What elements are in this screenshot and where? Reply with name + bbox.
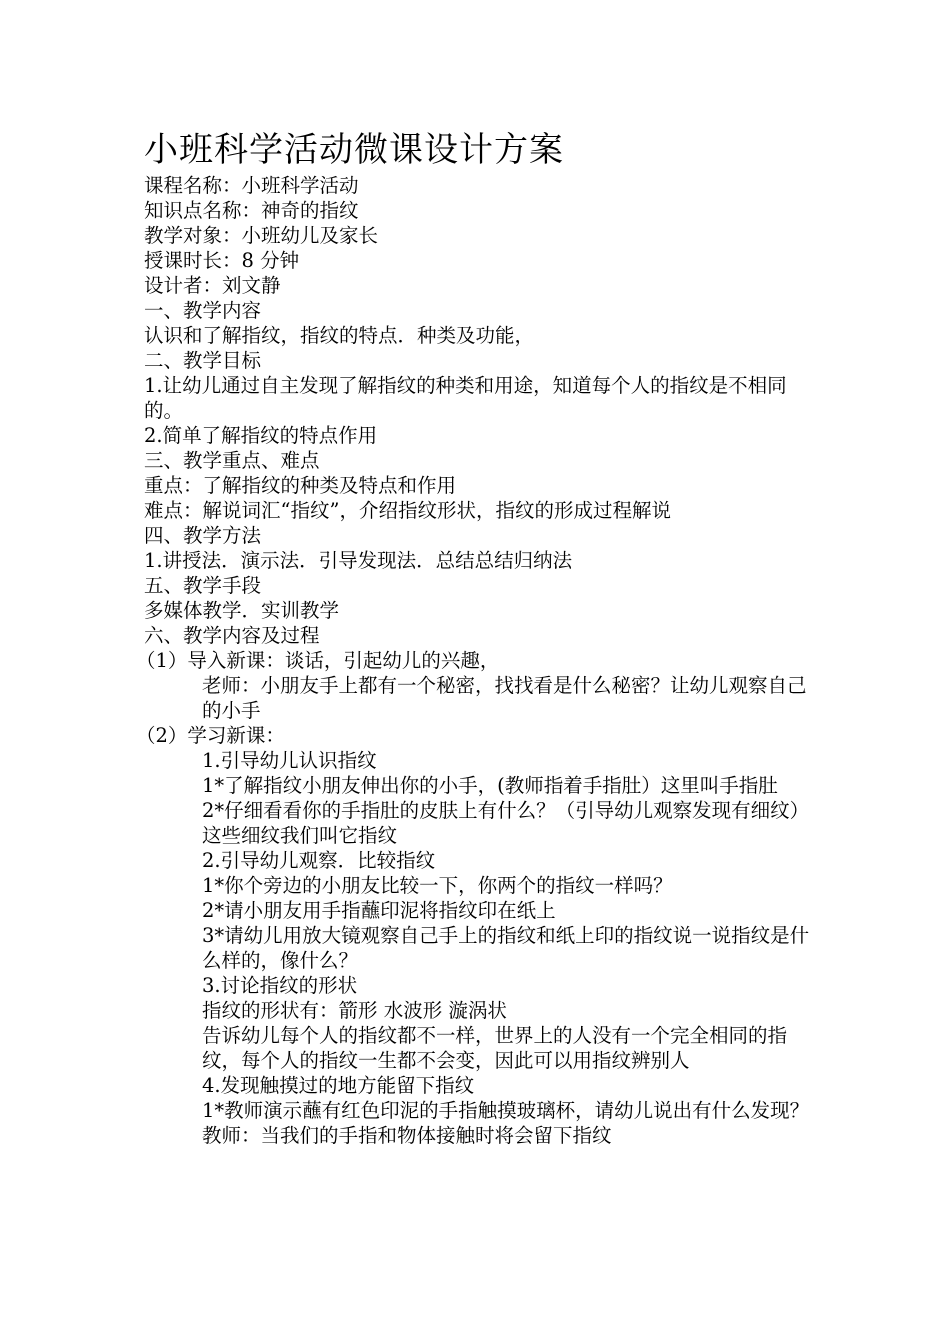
audience-line: 教学对象：小班幼儿及家长 [144,224,379,247]
section-heading: 二、教学目标 [144,349,262,372]
subsection-heading: （1）导入新课：谈话，引起幼儿的兴趣， [136,649,500,672]
paragraph: 2.引导幼儿观察．比较指纹 [202,849,436,872]
paragraph: 难点：解说词汇“指纹”，介绍指纹形状，指纹的形成过程解说 [144,499,671,522]
document-title: 小班科学活动微课设计方案 [144,130,564,170]
paragraph: 1*教师演示蘸有红色印泥的手指触摸玻璃杯，请幼儿说出有什么发现？ [202,1099,810,1122]
paragraph: 教师：当我们的手指和物体接触时将会留下指纹 [202,1124,612,1147]
paragraph: 指纹的形状有：箭形 水波形 漩涡状 [202,999,507,1022]
document-body [136,173,814,1148]
paragraph: 告诉幼儿每个人的指纹都不一样，世界上的人没有一个完全相同的指纹，每个人的指纹一生都不会变，因此可以用指纹辨别人 [202,1024,788,1072]
paragraph: 重点：了解指纹的种类及特点和作用 [144,474,457,497]
section-heading: 六、教学内容及过程 [144,624,320,647]
paragraph: 1.讲授法．演示法．引导发现法．总结总结归纳法 [144,549,573,572]
paragraph: 3*请幼儿用放大镜观察自己手上的指纹和纸上印的指纹说一说指纹是什么样的，像什么？ [202,924,810,972]
paragraph: 多媒体教学．实训教学 [144,599,340,622]
paragraph: 2.简单了解指纹的特点作用 [144,424,378,447]
paragraph: 1.引导幼儿认识指纹 [202,749,377,772]
subsection-heading: （2）学习新课： [136,724,285,747]
duration-line: 授课时长：8 分钟 [144,249,300,272]
paragraph: 老师：小朋友手上都有一个秘密，找找看是什么秘密？让幼儿观察自己的小手 [202,674,807,722]
paragraph: 3.讨论指纹的形状 [202,974,358,997]
knowledge-point-line: 知识点名称：神奇的指纹 [144,199,359,222]
paragraph: 1.让幼儿通过自主发现了解指纹的种类和用途，知道每个人的指纹是不相同的。 [144,374,787,422]
course-name-line: 课程名称：小班科学活动 [144,174,359,197]
paragraph: 1*了解指纹小朋友伸出你的小手，(教师指着手指肚）这里叫手指肚 [202,774,778,797]
section-heading: 一、教学内容 [144,299,262,322]
section-heading: 四、教学方法 [144,524,262,547]
paragraph: 2*仔细看看你的手指肚的皮肤上有什么？（引导幼儿观察发现有细纹）这些细纹我们叫它指纹 [202,799,810,847]
section-heading: 三、教学重点、难点 [144,449,320,472]
paragraph: 2*请小朋友用手指蘸印泥将指纹印在纸上 [202,899,556,922]
designer-line: 设计者：刘文静 [144,274,281,297]
paragraph: 认识和了解指纹，指纹的特点．种类及功能， [144,324,535,347]
paragraph: 4.发现触摸过的地方能留下指纹 [202,1074,475,1097]
paragraph: 1*你个旁边的小朋友比较一下，你两个的指纹一样吗？ [202,874,673,897]
section-heading: 五、教学手段 [144,574,262,597]
